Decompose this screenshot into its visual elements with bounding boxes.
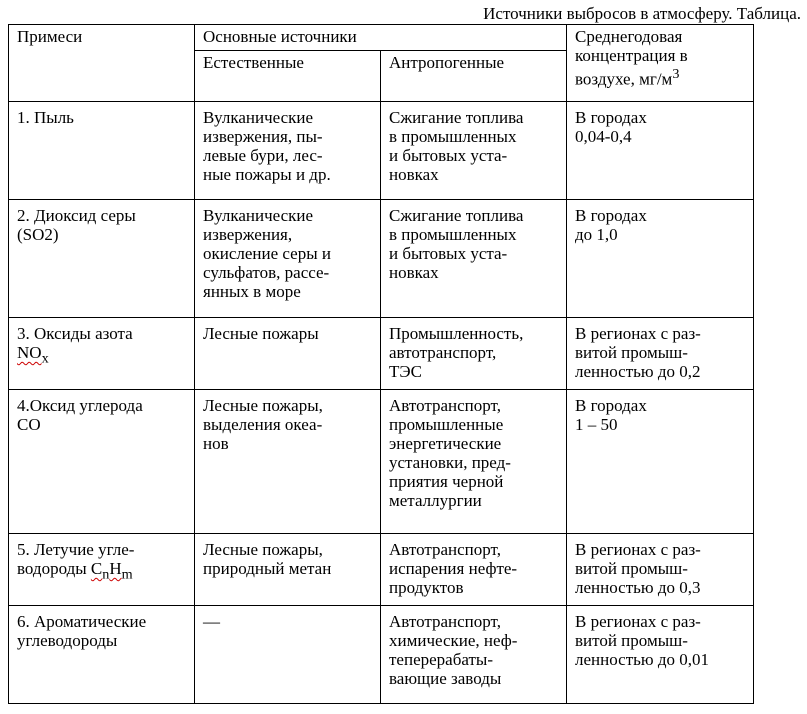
- header-anthropogenic: Антропогенные: [381, 51, 567, 102]
- header-concentration: [567, 25, 754, 102]
- header-natural: Естественные: [195, 51, 381, 102]
- cell-anthropogenic: [381, 200, 567, 318]
- table-row: [9, 606, 754, 704]
- cell-impurity: [9, 606, 195, 704]
- concentration-text: В регионах с раз- витой промыш- ленностью до 0,2: [575, 324, 701, 381]
- cell-impurity: [9, 318, 195, 390]
- cell-anthropogenic: [381, 390, 567, 534]
- impurity-text: 1. Пыль: [17, 108, 74, 127]
- concentration-text: В городах 0,04-0,4: [575, 108, 647, 146]
- natural-text: Лесные пожары: [203, 324, 319, 343]
- cnhm-formula: [90, 559, 133, 583]
- anthropogenic-text: Сжигание топлива в промышленных и бытовых уста- новках: [389, 206, 524, 282]
- table-row: [9, 200, 754, 318]
- formula-h: H: [109, 559, 122, 578]
- anthropogenic-text: Автотранспорт, промышленные энергетические установки, пред- приятия черной металлургии: [389, 396, 511, 510]
- formula-n: n: [102, 566, 110, 583]
- header-concentration-text: Среднегодовая концентрация в воздухе, мг/м: [575, 27, 688, 89]
- table-row: [9, 534, 754, 606]
- impurity-text: 4.Оксид углерода СО: [17, 396, 143, 434]
- cell-impurity: [9, 200, 195, 318]
- natural-text: Вулканические извержения, пы- левые бури, лес- ные пожары и др.: [203, 108, 331, 184]
- impurity-text: 3. Оксиды азота: [17, 324, 133, 343]
- cell-natural: [195, 102, 381, 200]
- cell-concentration: [567, 200, 754, 318]
- cell-concentration: [567, 606, 754, 704]
- formula-m: m: [121, 566, 133, 583]
- table-row: [9, 318, 754, 390]
- cell-anthropogenic: [381, 606, 567, 704]
- cell-natural: [195, 318, 381, 390]
- cell-concentration: [567, 534, 754, 606]
- header-row-top: [9, 25, 754, 51]
- table-caption: Источники выбросов в атмосферу. Таблица.: [483, 4, 801, 23]
- nox-formula: [17, 343, 49, 367]
- cell-anthropogenic: [381, 534, 567, 606]
- natural-text: Вулканические извержения, окисление серы и сульфатов, рассе- янных в море: [203, 206, 331, 301]
- anthropogenic-text: Промышленность, автотранспорт, ТЭС: [389, 324, 524, 381]
- concentration-text: В городах до 1,0: [575, 206, 647, 244]
- cell-concentration: [567, 390, 754, 534]
- cell-anthropogenic: [381, 318, 567, 390]
- cell-natural: [195, 534, 381, 606]
- header-impurity: Примеси: [9, 25, 195, 102]
- cell-natural: [195, 606, 381, 704]
- nox-formula-sub: x: [41, 350, 49, 367]
- cell-concentration: [567, 318, 754, 390]
- cell-concentration: [567, 102, 754, 200]
- emission-sources-table: [8, 24, 754, 704]
- header-main-sources: Основные источники: [195, 25, 567, 51]
- header-concentration-sup: 3: [672, 66, 680, 82]
- anthropogenic-text: Автотранспорт, химические, неф- теперерабаты- вающие заводы: [389, 612, 518, 688]
- cell-impurity: [9, 390, 195, 534]
- natural-text: Лесные пожары, выделения океа- нов: [203, 396, 323, 453]
- cell-natural: [195, 200, 381, 318]
- table-row: [9, 390, 754, 534]
- cell-anthropogenic: [381, 102, 567, 200]
- concentration-text: В регионах с раз- витой промыш- ленностью до 0,3: [575, 540, 701, 597]
- nox-formula-base: NO: [17, 343, 42, 362]
- impurity-text: 6. Ароматические углеводороды: [17, 612, 147, 650]
- natural-text: Лесные пожары, природный метан: [203, 540, 332, 578]
- anthropogenic-text: Сжигание топлива в промышленных и бытовых уста- новках: [389, 108, 524, 184]
- concentration-text: В городах 1 – 50: [575, 396, 647, 434]
- cell-impurity: [9, 102, 195, 200]
- impurity-text-line2: водороды: [17, 559, 87, 578]
- impurity-text: 5. Летучие угле-: [17, 540, 135, 559]
- cell-natural: [195, 390, 381, 534]
- cell-impurity: [9, 534, 195, 606]
- concentration-text: В регионах с раз- витой промыш- ленностью до 0,01: [575, 612, 709, 669]
- impurity-text: 2. Диоксид серы (SO2): [17, 206, 136, 244]
- formula-c: C: [90, 559, 103, 578]
- anthropogenic-text: Автотранспорт, испарения нефте- продуктов: [389, 540, 518, 597]
- natural-text: —: [203, 612, 220, 631]
- table-row: [9, 102, 754, 200]
